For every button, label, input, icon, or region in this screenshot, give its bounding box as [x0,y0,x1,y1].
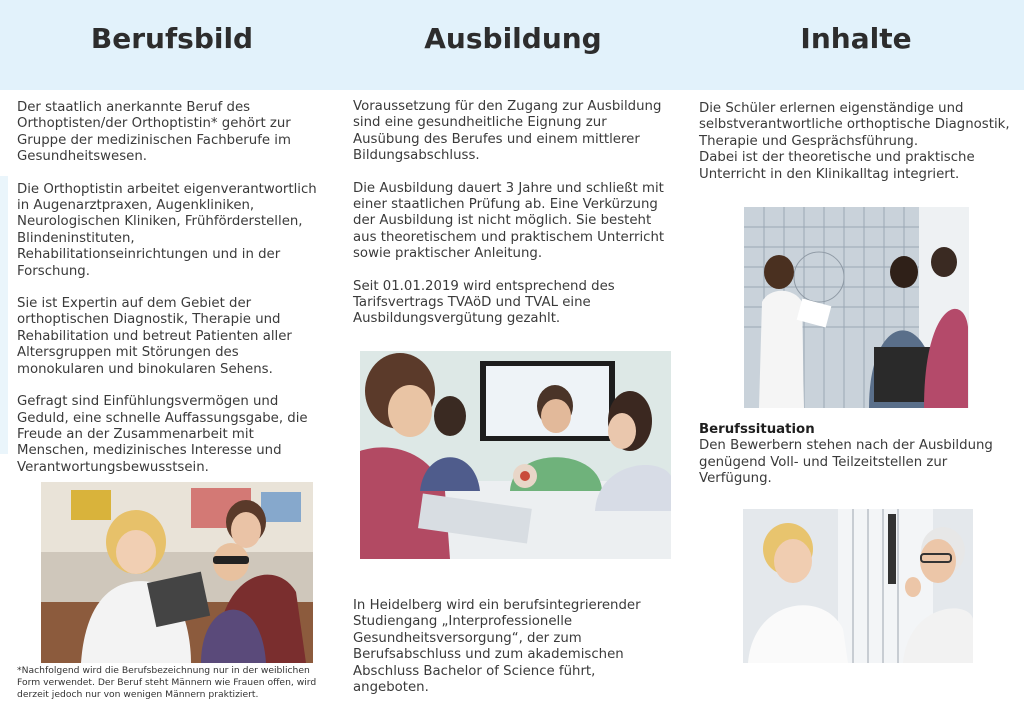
photo-tangent-screen-exam [744,207,969,408]
paragraph: Gefragt sind Einfühlungsvermögen und Geduld, eine schnelle Auffassungsgabe, die Freude an der Zusammenarbeit mit Menschen, medizinisches Interesse und Verantwortungsbewusstsein. [17,394,308,475]
footnote: *Nachfolgend wird die Berufsbezeichnung nur in der weiblichen Form verwendet. Der Beruf steht Männern wie Frauen offen, wird derzeit jedoch nur von wenigen Männern praktiziert. [17,665,317,700]
left-accent-bar [0,176,8,454]
paragraph: Die Schüler erlernen eigenständige und selbstverantwortliche orthoptische Diagnostik, Therapie und Gesprächsführung. [699,101,1010,149]
paragraph: Seit 01.01.2019 wird entsprechend des Tarifsvertrags TVAöD und TVAL eine Ausbildungsvergütung gezahlt. [353,278,615,327]
paragraph: Den Bewerbern stehen nach der Ausbildung genügend Voll- und Teilzeitstellen zur Verfügung. [699,438,993,487]
paragraph: Voraussetzung für den Zugang zur Ausbildung sind eine gesundheitliche Eignung zur Ausübung des Berufes und einem mittlerer Bildungsabschluss. [353,99,662,164]
paragraph: In Heidelberg wird ein berufsintegrierender Studiengang „Interprofessionelle Gesundheitsversorgung“, der zum Berufsabschluss und zum akademischen Abschluss Bachelor of Science führt, angeboten. [353,598,641,696]
column-inhalte [699,101,1017,183]
heading-inhalte: Inhalte [800,22,912,55]
photo-eye-examination [743,509,973,663]
berufssituation-block [699,422,1014,488]
subheading-berufssituation: Berufssituation [699,422,815,437]
header-band [0,0,1024,90]
column-ausbildung [353,99,673,344]
paragraph: Die Orthoptistin arbeitet eigenverantwortlich in Augenarztpraxen, Augenkliniken, Neurologischen Kliniken, Frühförderstellen, Blindeninstituten, Rehabilitationseinrichtungen und in der Forschung. [17,181,317,279]
paragraph: Die Ausbildung dauert 3 Jahre und schließt mit einer staatlichen Prüfung ab. Eine Verkürzung der Ausbildung ist nicht möglich. Sie besteht aus theoretischem und praktischem Unterricht sowie praktischer Anleitung. [353,180,665,262]
studiengang-paragraph-block [353,598,658,712]
photo-classroom [360,351,671,559]
photo-child-eye-exam [41,482,313,663]
column-berufsbild [17,100,322,492]
heading-berufsbild: Berufsbild [90,22,254,55]
heading-ausbildung: Ausbildung [424,22,602,55]
paragraph: Dabei ist der theoretische und praktische Unterricht in den Klinikalltag integriert. [699,150,975,182]
paragraph: Der staatlich anerkannte Beruf des Orthoptisten/der Orthoptistin* gehört zur Gruppe der medizinischen Fachberufe im Gesundheitswesen. [17,100,291,165]
paragraph: Sie ist Expertin auf dem Gebiet der orthoptischen Diagnostik, Therapie und Rehabilitation und betreut Patienten aller Altersgruppen mit Störungen des monokularen und binokularen Sehens. [17,296,292,377]
